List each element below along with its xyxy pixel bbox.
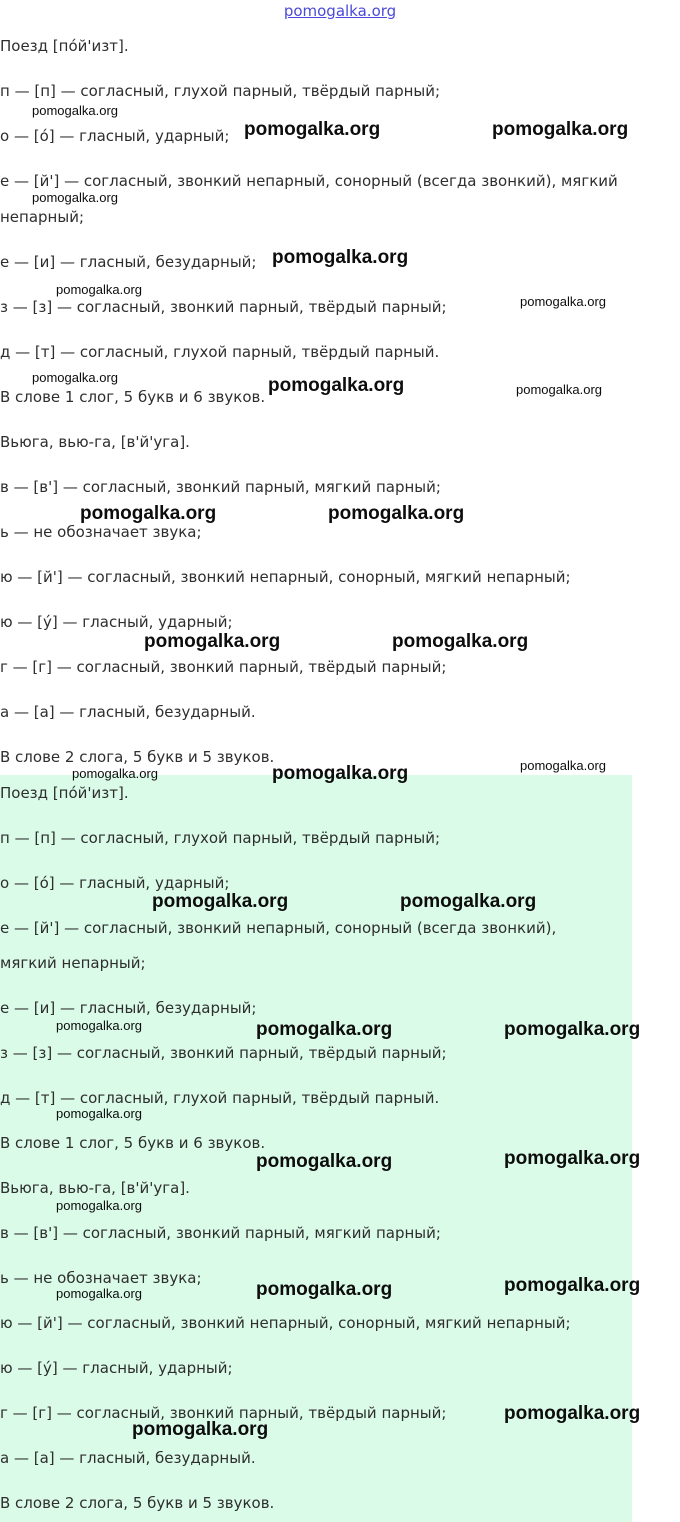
text-line: ь — не обозначает звука; bbox=[0, 1269, 202, 1287]
text-line: з — [з] — согласный, звонкий парный, твёрдый парный; bbox=[0, 1044, 447, 1062]
watermark: pomogalka.org bbox=[80, 503, 217, 524]
text-line: п — [п] — согласный, глухой парный, твёрдый парный; bbox=[0, 82, 441, 100]
text-line: В слове 2 слога, 5 букв и 5 звуков. bbox=[0, 1494, 275, 1512]
watermark: pomogalka.org bbox=[504, 1275, 641, 1296]
text-line: з — [з] — согласный, звонкий парный, твёрдый парный; bbox=[0, 298, 447, 316]
watermark: pomogalka.org bbox=[328, 503, 465, 524]
text-line: е — [и] — гласный, безударный; bbox=[0, 253, 257, 271]
text-line: г — [г] — согласный, звонкий парный, твёрдый парный; bbox=[0, 658, 447, 676]
text-line: а — [а] — гласный, безударный. bbox=[0, 703, 256, 721]
watermark: pomogalka.org bbox=[504, 1019, 641, 1040]
watermark: pomogalka.org bbox=[256, 1151, 393, 1172]
text-line: ь — не обозначает звука; bbox=[0, 523, 202, 541]
watermark: pomogalka.org bbox=[144, 631, 281, 652]
text-line: Вьюга, вью-га, [в'й'уга]. bbox=[0, 1179, 190, 1197]
text-line: мягкий непарный; bbox=[0, 954, 146, 972]
text-line: ю — [й'] — согласный, звонкий непарный, сонорный, мягкий непарный; bbox=[0, 568, 571, 586]
watermark: pomogalka.org bbox=[56, 1198, 142, 1213]
watermark: pomogalka.org bbox=[72, 766, 158, 781]
watermark: pomogalka.org bbox=[520, 294, 606, 309]
watermark: pomogalka.org bbox=[32, 370, 118, 385]
text-line: г — [г] — согласный, звонкий парный, твёрдый парный; bbox=[0, 1404, 447, 1422]
watermark: pomogalka.org bbox=[392, 631, 529, 652]
watermark: pomogalka.org bbox=[32, 190, 118, 205]
watermark: pomogalka.org bbox=[56, 1286, 142, 1301]
text-line: В слове 1 слог, 5 букв и 6 звуков. bbox=[0, 388, 266, 406]
watermark: pomogalka.org bbox=[520, 758, 606, 773]
watermark: pomogalka.org bbox=[256, 1279, 393, 1300]
text-line: о — [о́] — гласный, ударный; bbox=[0, 127, 230, 145]
text-line: ю — [у́] — гласный, ударный; bbox=[0, 1359, 233, 1377]
watermark: pomogalka.org bbox=[56, 1106, 142, 1121]
text-line: е — [й'] — согласный, звонкий непарный, сонорный (всегда звонкий), мягкий bbox=[0, 172, 618, 190]
text-line: Вьюга, вью-га, [в'й'уга]. bbox=[0, 433, 190, 451]
watermark: pomogalka.org bbox=[272, 247, 409, 268]
text-line: д — [т] — согласный, глухой парный, твёрдый парный. bbox=[0, 343, 440, 361]
watermark: pomogalka.org bbox=[32, 103, 118, 118]
text-line: В слове 2 слога, 5 букв и 5 звуков. bbox=[0, 748, 275, 766]
text-line: ю — [у́] — гласный, ударный; bbox=[0, 613, 233, 631]
watermark: pomogalka.org bbox=[272, 763, 409, 784]
text-line: о — [о́] — гласный, ударный; bbox=[0, 874, 230, 892]
watermark: pomogalka.org bbox=[492, 119, 629, 140]
text-line: е — [и] — гласный, безударный; bbox=[0, 999, 257, 1017]
watermark: pomogalka.org bbox=[56, 282, 142, 297]
watermark: pomogalka.org bbox=[504, 1403, 641, 1424]
text-line: д — [т] — согласный, глухой парный, твёрдый парный. bbox=[0, 1089, 440, 1107]
text-line: Поезд [по́й'изт]. bbox=[0, 784, 129, 802]
text-line: в — [в'] — согласный, звонкий парный, мягкий парный; bbox=[0, 1224, 441, 1242]
watermark: pomogalka.org bbox=[400, 891, 537, 912]
text-line: а — [а] — гласный, безударный. bbox=[0, 1449, 256, 1467]
text-line: п — [п] — согласный, глухой парный, твёрдый парный; bbox=[0, 829, 441, 847]
watermark: pomogalka.org bbox=[132, 1419, 269, 1440]
text-line: в — [в'] — согласный, звонкий парный, мягкий парный; bbox=[0, 478, 441, 496]
watermark: pomogalka.org bbox=[56, 1018, 142, 1033]
watermark: pomogalka.org bbox=[256, 1019, 393, 1040]
site-header-link[interactable]: pomogalka.org bbox=[283, 2, 397, 20]
text-line: В слове 1 слог, 5 букв и 6 звуков. bbox=[0, 1134, 266, 1152]
text-line: ю — [й'] — согласный, звонкий непарный, сонорный, мягкий непарный; bbox=[0, 1314, 571, 1332]
watermark: pomogalka.org bbox=[244, 119, 381, 140]
text-line: непарный; bbox=[0, 208, 85, 226]
watermark: pomogalka.org bbox=[504, 1148, 641, 1169]
text-line: е — [й'] — согласный, звонкий непарный, сонорный (всегда звонкий), bbox=[0, 919, 557, 937]
text-line: Поезд [по́й'изт]. bbox=[0, 37, 129, 55]
watermark: pomogalka.org bbox=[268, 375, 405, 396]
watermark: pomogalka.org bbox=[152, 891, 289, 912]
watermark: pomogalka.org bbox=[516, 382, 602, 397]
